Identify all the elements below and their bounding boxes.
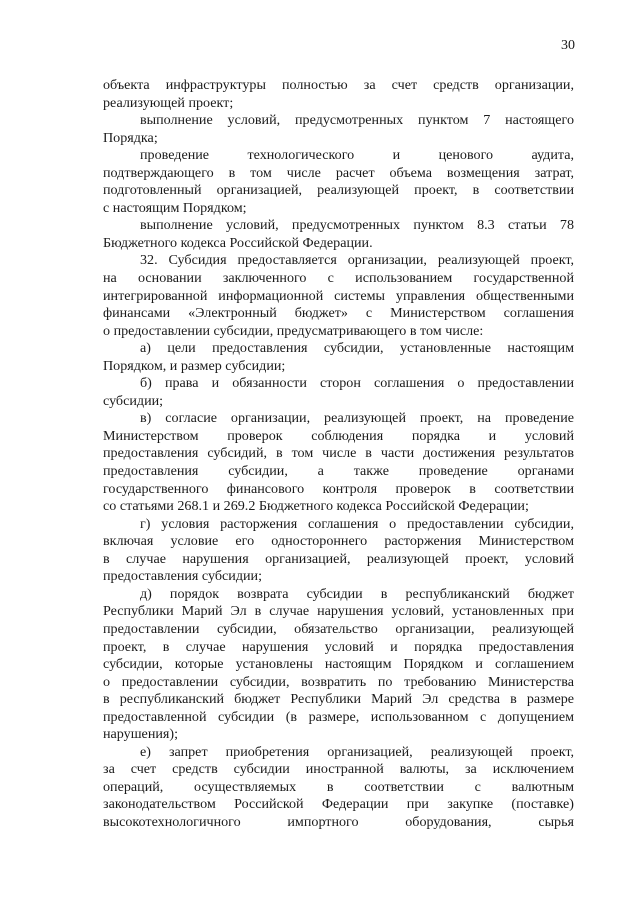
text-line: реализующей проект; — [103, 94, 234, 111]
text-line: Порядком, и размер субсидии; — [103, 357, 286, 374]
text-line: включая условие его одностороннего расторжения Министерством — [103, 533, 574, 550]
text-line: объекта инфраструктуры полностью за счет средств организации, — [103, 77, 574, 93]
text-line: интегрированной информационной системы управления общественными — [103, 287, 574, 304]
page-number: 30 — [561, 38, 575, 53]
text-line: предоставления субсидий, в том числе в части достижения результатов — [103, 445, 574, 462]
text-line: предоставлении субсидии, обязательство организации, реализующей — [103, 620, 574, 637]
text-line: предоставленной субсидии (в размере, использованном с допущением — [103, 708, 574, 725]
text-line: е) запрет приобретения организацией, реализующей проект, — [140, 743, 574, 760]
text-line: о предоставлении субсидии, возвратить по требованию Министерства — [103, 673, 574, 690]
text-line: с настоящим Порядком; — [103, 199, 247, 216]
text-line: выполнение условий, предусмотренных пунктом 8.3 статьи 78 — [140, 217, 574, 234]
text-line: финансами «Электронный бюджет» с Министерством соглашения — [103, 305, 574, 322]
text-line: субсидии; — [103, 392, 164, 409]
text-line: выполнение условий, предусмотренных пунктом 7 настоящего — [140, 112, 574, 129]
text-line: Министерством проверок соблюдения порядка и условий — [103, 427, 574, 444]
text-line: а) цели предоставления субсидии, установленные настоящим — [140, 340, 574, 357]
text-line: подготовленный организацией, реализующей проект, в соответствии — [103, 182, 574, 199]
text-line: проведение технологического и ценового аудита, — [140, 147, 574, 164]
text-line: операций, осуществляемых в соответствии с валютным — [103, 778, 574, 795]
text-line: г) условия расторжения соглашения о предоставлении субсидии, — [140, 515, 574, 532]
text-line: подтверждающего в том числе расчет объема возмещения затрат, — [103, 164, 574, 181]
text-line: высокотехнологичного импортного оборудования, сырья — [103, 813, 574, 830]
text-line: предоставления субсидии, а также проведение органами — [103, 463, 574, 480]
text-line: нарушения); — [103, 726, 178, 743]
text-line: за счет средств субсидии иностранной валюты, за исключением — [103, 761, 574, 778]
text-line: Порядка; — [103, 129, 158, 146]
document-body-text — [103, 77, 574, 832]
text-line: субсидии, которые установлены настоящим Порядком и соглашением — [103, 656, 574, 673]
text-line: в республиканский бюджет Республики Марий Эл средства в размере — [103, 691, 574, 708]
text-line: проект, в случае нарушения условий и порядка предоставления — [103, 638, 574, 655]
text-line: о предоставлении субсидии, предусматривающего в том числе: — [103, 322, 484, 339]
text-line: предоставления субсидии; — [103, 568, 262, 585]
text-line: б) права и обязанности сторон соглашения о предоставлении — [140, 375, 574, 392]
text-line: Республики Марий Эл в случае нарушения условий, установленных при — [103, 603, 574, 620]
text-line: в случае нарушения организацией, реализующей проект, условий — [103, 550, 574, 567]
text-line: законодательством Российской Федерации при закупке (поставке) — [103, 796, 574, 813]
text-line: со статьями 268.1 и 269.2 Бюджетного кодекса Российской Федерации; — [103, 498, 529, 515]
text-line: государственного финансового контроля проверок в соответствии — [103, 480, 574, 497]
text-line: в) согласие организации, реализующей проект, на проведение — [140, 410, 574, 427]
text-line: д) порядок возврата субсидии в республиканский бюджет — [140, 585, 574, 602]
text-line: на основании заключенного с использованием государственной — [103, 270, 574, 287]
text-line: Бюджетного кодекса Российской Федерации. — [103, 234, 373, 251]
text-line: 32. Субсидия предоставляется организации, реализующей проект, — [140, 252, 574, 269]
